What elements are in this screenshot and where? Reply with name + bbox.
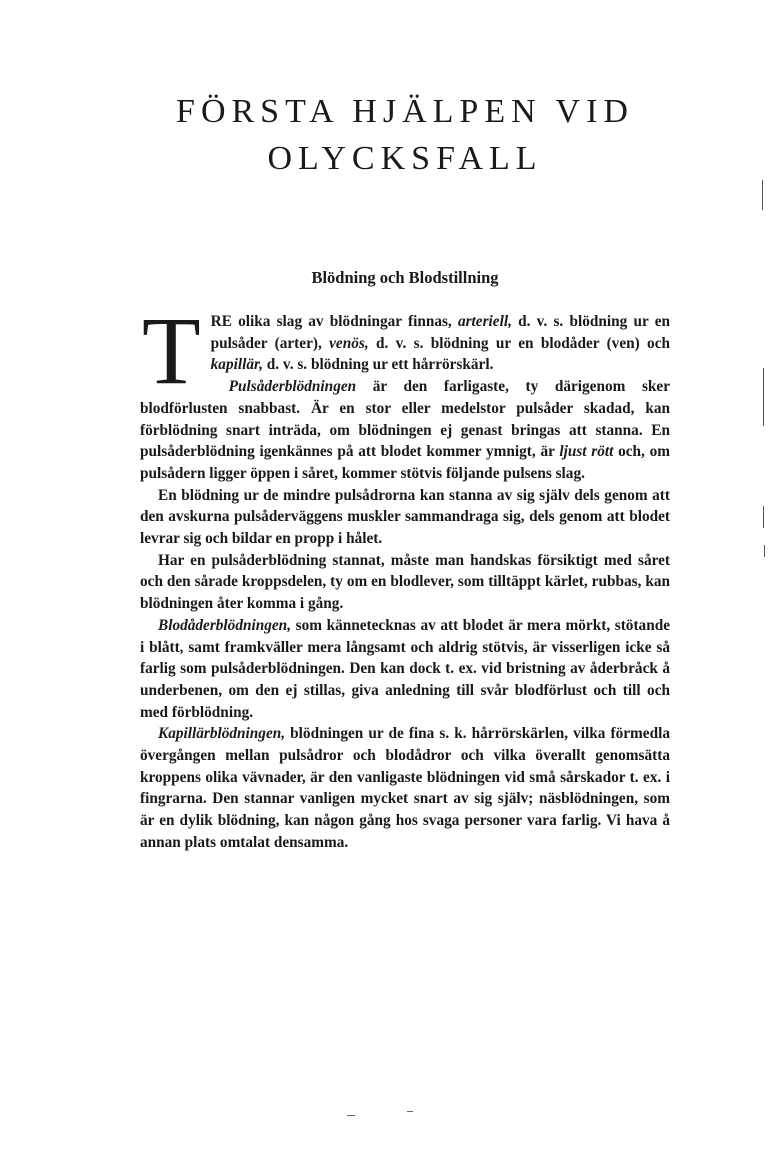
- italic-term: venös,: [329, 334, 369, 352]
- scan-edge-mark: [762, 180, 763, 210]
- text-run: d. v. s. blödning ur en blodåder (ven) och: [368, 334, 671, 352]
- title-line-2: OLYCKSFALL: [267, 140, 543, 177]
- text-run: d. v. s. blödning ur ett hårrörskärl.: [262, 356, 494, 374]
- title-line-1: FÖRSTA HJÄLPEN VID: [176, 93, 634, 130]
- italic-term: kapillär,: [210, 356, 263, 374]
- paragraph-5: [140, 615, 670, 724]
- scan-edge-mark: [764, 545, 765, 557]
- scan-foot-mark: [407, 1111, 413, 1112]
- italic-term: ljust rött: [559, 443, 614, 461]
- text-run: är den farligaste, ty därigenom sker blodförlusten snabbast. Är en stor eller medelstor pulsåder skadad, kan förblödning snart inträda, om blödningen ej genast bringas att stanna. En pulsåderblödning igenkännes på att blodet kommer ymnigt, är: [140, 378, 670, 461]
- italic-term: Kapillärblödningen,: [158, 725, 286, 743]
- section-heading: Blödning och Blodstillning: [311, 268, 499, 287]
- drop-cap: T: [142, 297, 201, 404]
- scan-edge-mark: [763, 506, 764, 528]
- scan-foot-mark: [347, 1115, 355, 1116]
- italic-term: Blodåderblödningen,: [158, 616, 292, 634]
- body-text: [140, 297, 671, 854]
- text-run: d. v. s. blödning ur en pulsåder (arter),: [210, 313, 670, 352]
- italic-term: arteriell,: [457, 313, 512, 330]
- text-run: RE olika slag av blödningar finnas,: [210, 313, 458, 330]
- italic-term: Pulsåderblödningen: [228, 378, 357, 396]
- paragraph-2: [140, 376, 670, 485]
- paragraph-4: Har en pulsåderblödning stannat, måste man handskas försiktigt med såret och den sårade kroppsdelen, ty om en blodlever, som tilltäppt kärlet, rubbas, kan blödningen åter komma i gång.: [140, 551, 670, 613]
- page-title: [0, 88, 776, 182]
- text-run: och, om pulsådern ligger öppen i såret, kommer stötvis följande pulsens slag.: [140, 443, 670, 482]
- paragraph-6: [140, 723, 670, 853]
- text-run: som kännetecknas av att blodet är mera mörkt, stötande i blått, samt framkväller mera långsamt och aldrig stötvis, är visserligen icke så farlig som pulsåderblödningen. Den kan dock t. ex. vid bristning av åderbråck å underbenen, om den ej stillas, giva anledning till svår blodförlust och till och med förblödning.: [140, 616, 670, 721]
- paragraph-3: En blödning ur de mindre pulsådrorna kan stanna av sig själv dels genom att den avskurna pulsåderväggens muskler sammandraga sig, dels genom att blodet levrar sig och bildar en propp i hålet.: [140, 486, 670, 548]
- text-run: blödningen ur de fina s. k. hårrörskärlen, vilka förmedla övergången mellan pulsådror och blodådror och vilka överallt genomsätta kroppens olika vävnader, är den vanligaste blödningen vid små sårskador t. ex. i fingrarna. Den stannar vanligen mycket snart av sig själv; näsblödningen, som är en dylik blödning, kan någon gång hos svaga personer vara farlig. Vi hava å annan plats omtalat densamma.: [140, 725, 670, 851]
- scan-edge-mark: [763, 368, 764, 426]
